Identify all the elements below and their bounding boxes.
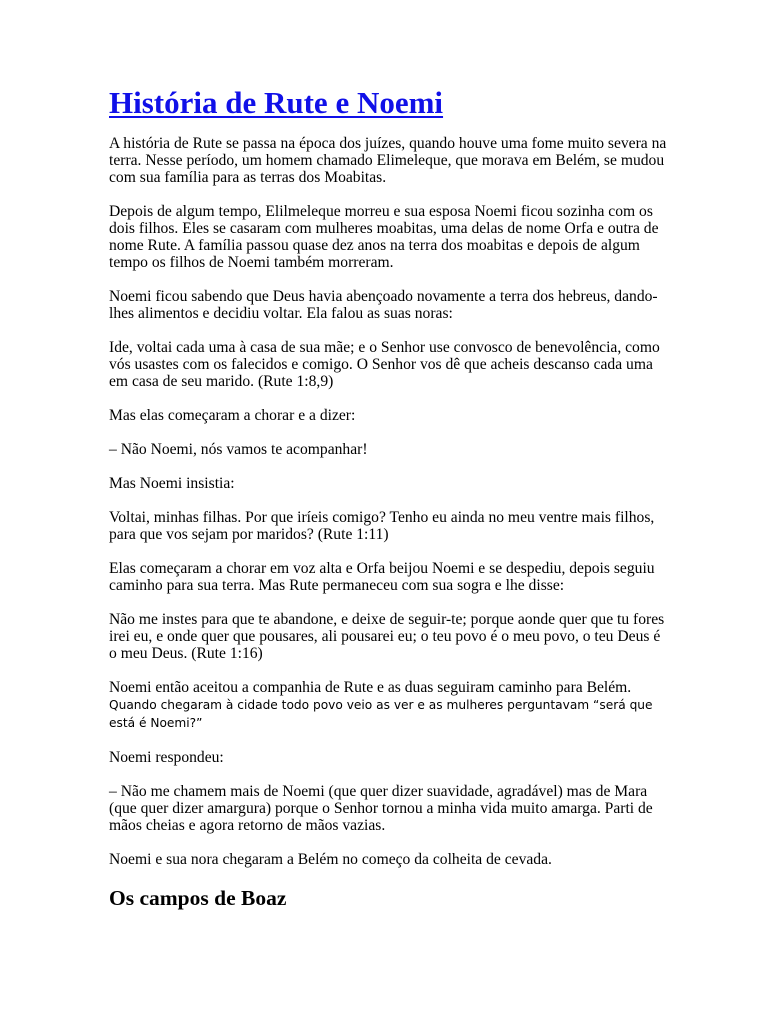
paragraph-elimeleque-death: Depois de algum tempo, Elilmeleque morreu e sua esposa Noemi ficou sozinha com os dois filhos. Eles se casaram com mulheres moabitas, uma delas de nome Orfa e outra de nome Rute. A família passou quase dez anos na terra dos moabitas e depois de algum tempo os filhos de Noemi também morreram. <box>109 203 659 271</box>
paragraph-daughters-cry: Mas elas começaram a chorar e a dizer: <box>109 407 356 424</box>
page-title[interactable]: História de Rute e Noemi <box>109 85 444 120</box>
paragraph-arrival-part2: Quando chegaram à cidade todo povo veio as ver e as mulheres perguntavam “será que está é Noemi?” <box>109 698 653 730</box>
section-heading: Os campos de Boaz <box>109 886 287 910</box>
paragraph-quote-rute-1-8: Ide, voltai cada uma à casa de sua mãe; e o Senhor use convosco de benevolência, como vós usastes com os falecidos e comigo. O Senhor vos dê que acheis descanso cada uma em casa de seu marido. (Rute 1:8,9) <box>109 339 660 390</box>
paragraph-arrival-belem <box>109 679 669 732</box>
paragraph-barley-harvest: Noemi e sua nora chegaram a Belém no começo da colheita de cevada. <box>109 851 552 868</box>
paragraph-noemi-answers: Noemi respondeu: <box>109 749 224 766</box>
paragraph-dialogue-accompany: – Não Noemi, nós vamos te acompanhar! <box>109 441 368 458</box>
document-page <box>109 84 669 911</box>
paragraph-noemi-insists: Mas Noemi insistia: <box>109 475 235 492</box>
paragraph-arrival-part1: Noemi então aceitou a companhia de Rute e as duas seguiram caminho para Belém. <box>109 679 632 696</box>
paragraph-quote-rute-1-11: Voltai, minhas filhas. Por que iríeis comigo? Tenho eu ainda no meu ventre mais filhos, para que vos sejam por maridos? (Rute 1:11) <box>109 509 655 543</box>
paragraph-call-me-mara: – Não me chamem mais de Noemi (que quer dizer suavidade, agradável) mas de Mara (que quer dizer amargura) porque o Senhor tornou a minha vida muito amarga. Parti de mãos cheias e agora retorno de mãos vazias. <box>109 783 653 834</box>
paragraph-orfa-leaves: Elas começaram a chorar em voz alta e Orfa beijou Noemi e se despediu, depois seguiu caminho para sua terra. Mas Rute permaneceu com sua sogra e lhe disse: <box>109 560 655 594</box>
paragraph-noemi-decides: Noemi ficou sabendo que Deus havia abençoado novamente a terra dos hebreus, dando-lhes alimentos e decidiu voltar. Ela falou as suas noras: <box>109 288 658 322</box>
paragraph-intro: A história de Rute se passa na época dos juízes, quando houve uma fome muito severa na terra. Nesse período, um homem chamado Elimeleque, que morava em Belém, se mudou com sua família para as terras dos Moabitas. <box>109 135 667 186</box>
paragraph-quote-rute-1-16: Não me instes para que te abandone, e deixe de seguir-te; porque aonde quer que tu fores irei eu, e onde quer que pousares, ali pousarei eu; o teu povo é o meu povo, o teu Deus é o meu Deus. (Rute 1:16) <box>109 611 665 662</box>
